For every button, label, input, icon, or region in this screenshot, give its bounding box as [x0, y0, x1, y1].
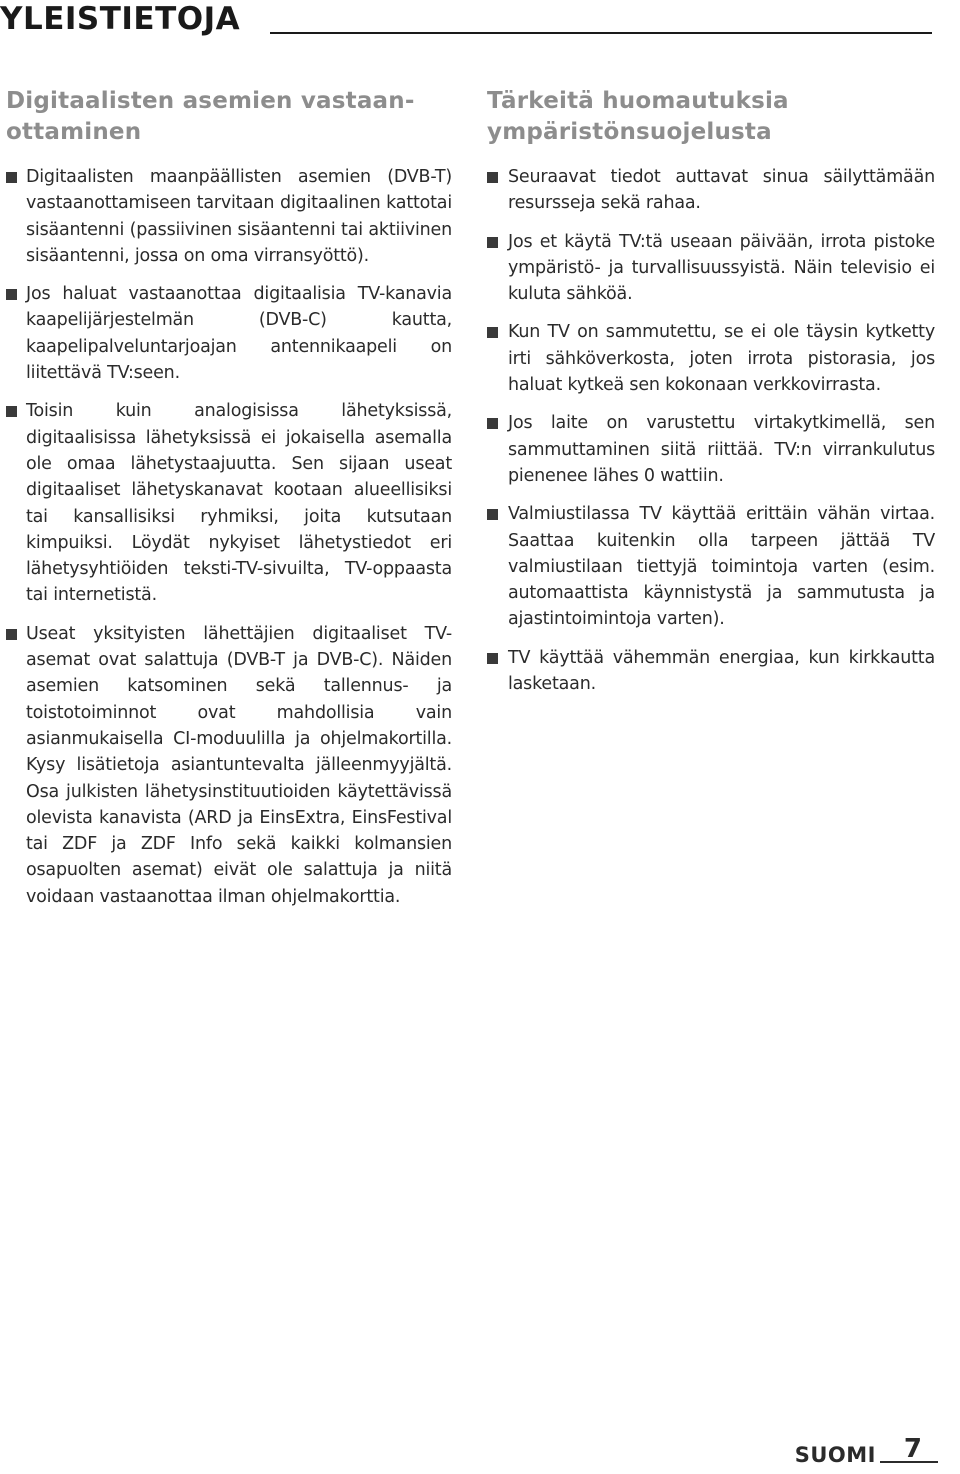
footer-language: SUOMI: [794, 1443, 876, 1467]
square-bullet-icon: [6, 172, 17, 183]
list-item: [487, 229, 935, 308]
square-bullet-icon: [487, 172, 498, 183]
square-bullet-icon: [6, 289, 17, 300]
right-column: [487, 86, 935, 709]
square-bullet-icon: [487, 418, 498, 429]
list-item: [6, 281, 452, 386]
list-item-text: Jos laite on varustettu virtakytkimellä, sen sammuttaminen siitä riittää. TV:n virrankulutus pienenee lähes 0 wattiin.: [508, 413, 935, 486]
list-item: [487, 501, 935, 632]
square-bullet-icon: [6, 406, 17, 417]
page-footer: [778, 1434, 938, 1474]
square-bullet-icon: [487, 653, 498, 664]
list-item: [487, 164, 935, 217]
list-item-text: TV käyttää vähemmän energiaa, kun kirkkautta lasketaan.: [508, 647, 935, 695]
header-rule: [270, 32, 932, 34]
list-item-text: Useat yksityisten lähettäjien digitaaliset TV-asemat ovat salattuja (DVB-T ja DVB-C). Näiden asemien katsominen sekä tallennus- ja toistotoiminnot ovat mahdollisia vain asianmukaisella CI-moduulilla ja ohjelmakortilla. Kysy lisätietoja asiantuntevalta jälleenmyyjältä. Osa julkisten lähetysinstituutioiden käytettävissä olevista kanavista (ARD ja EinsExtra, EinsFestival tai ZDF ja ZDF Info sekä kaikki kolmansien osapuolten asemat) eivät ole salattuja ja niitä voidaan vastaanottaa ilman ohjelmakorttia.: [26, 623, 452, 907]
page-number: 7: [903, 1434, 922, 1464]
list-item: [487, 319, 935, 398]
list-item-text: Seuraavat tiedot auttavat sinua säilyttämään resursseja sekä rahaa.: [508, 167, 935, 214]
square-bullet-icon: [6, 629, 17, 640]
list-item: [6, 621, 452, 910]
list-item: [487, 645, 935, 698]
square-bullet-icon: [487, 237, 498, 248]
square-bullet-icon: [487, 509, 498, 520]
list-item-text: Kun TV on sammutettu, se ei ole täysin kytketty irti sähköverkosta, joten irrota pistorasia, jos haluat kytkeä sen kokonaan verkkovirrasta.: [508, 322, 935, 396]
page-header: [0, 0, 960, 44]
list-item-text: Jos haluat vastaanottaa digitaalisia TV-kanavia kaapelijärjestelmän (DVB-C) kautta, kaapelipalveluntarjoajan antennikaapeli on liitettävä TV:seen.: [26, 284, 452, 384]
left-column: [6, 86, 452, 922]
page-title: YLEISTIETOJA: [0, 1, 241, 37]
section-heading-digital-reception: Digitaalisten asemien vastaan-ottaminen: [6, 88, 415, 145]
page-number-rule: [880, 1461, 938, 1463]
list-item-text: Digitaalisten maanpäällisten asemien (DVB-T) vastaanottamiseen tarvitaan digitaalinen kattotai sisäantenni (passiivinen sisäantenni tai aktiivinen sisäantenni, jossa on oma virransyöttö).: [26, 167, 452, 266]
bullet-list-environment: [487, 164, 935, 697]
bullet-list-digital-reception: [6, 164, 452, 910]
list-item-text: Valmiustilassa TV käyttää erittäin vähän virtaa. Saattaa kuitenkin olla tarpeen jättää TV valmiustilaan tiettyjä toimintoja varten (esim. automaattista käynnistystä ja sammutusta ja ajastintoimintoja varten).: [508, 504, 935, 630]
list-item-text: Toisin kuin analogisissa lähetyksissä, digitaalisissa lähetyksissä ei jokaisella asemalla ole omaa lähetystaajuutta. Sen sijaan useat digitaaliset lähetyskanavat kootaan alueellisiksi tai kansallisiksi ryhmiksi, joita kutsutaan kimpuiksi. Löydät nykyiset lähetystiedot eri lähetysyhtiöiden teksti-TV-sivuilta, TV-oppaasta tai internetistä.: [26, 401, 452, 606]
list-item: [487, 410, 935, 489]
list-item: [6, 164, 452, 269]
section-heading-environment: Tärkeitä huomautuksia ympäristönsuojelusta: [487, 88, 789, 145]
list-item: [6, 398, 452, 608]
list-item-text: Jos et käytä TV:tä useaan päivään, irrota pistoke ympäristö- ja turvallisuussyistä. Näin televisio ei kuluta sähköä.: [508, 231, 935, 305]
square-bullet-icon: [487, 327, 498, 338]
